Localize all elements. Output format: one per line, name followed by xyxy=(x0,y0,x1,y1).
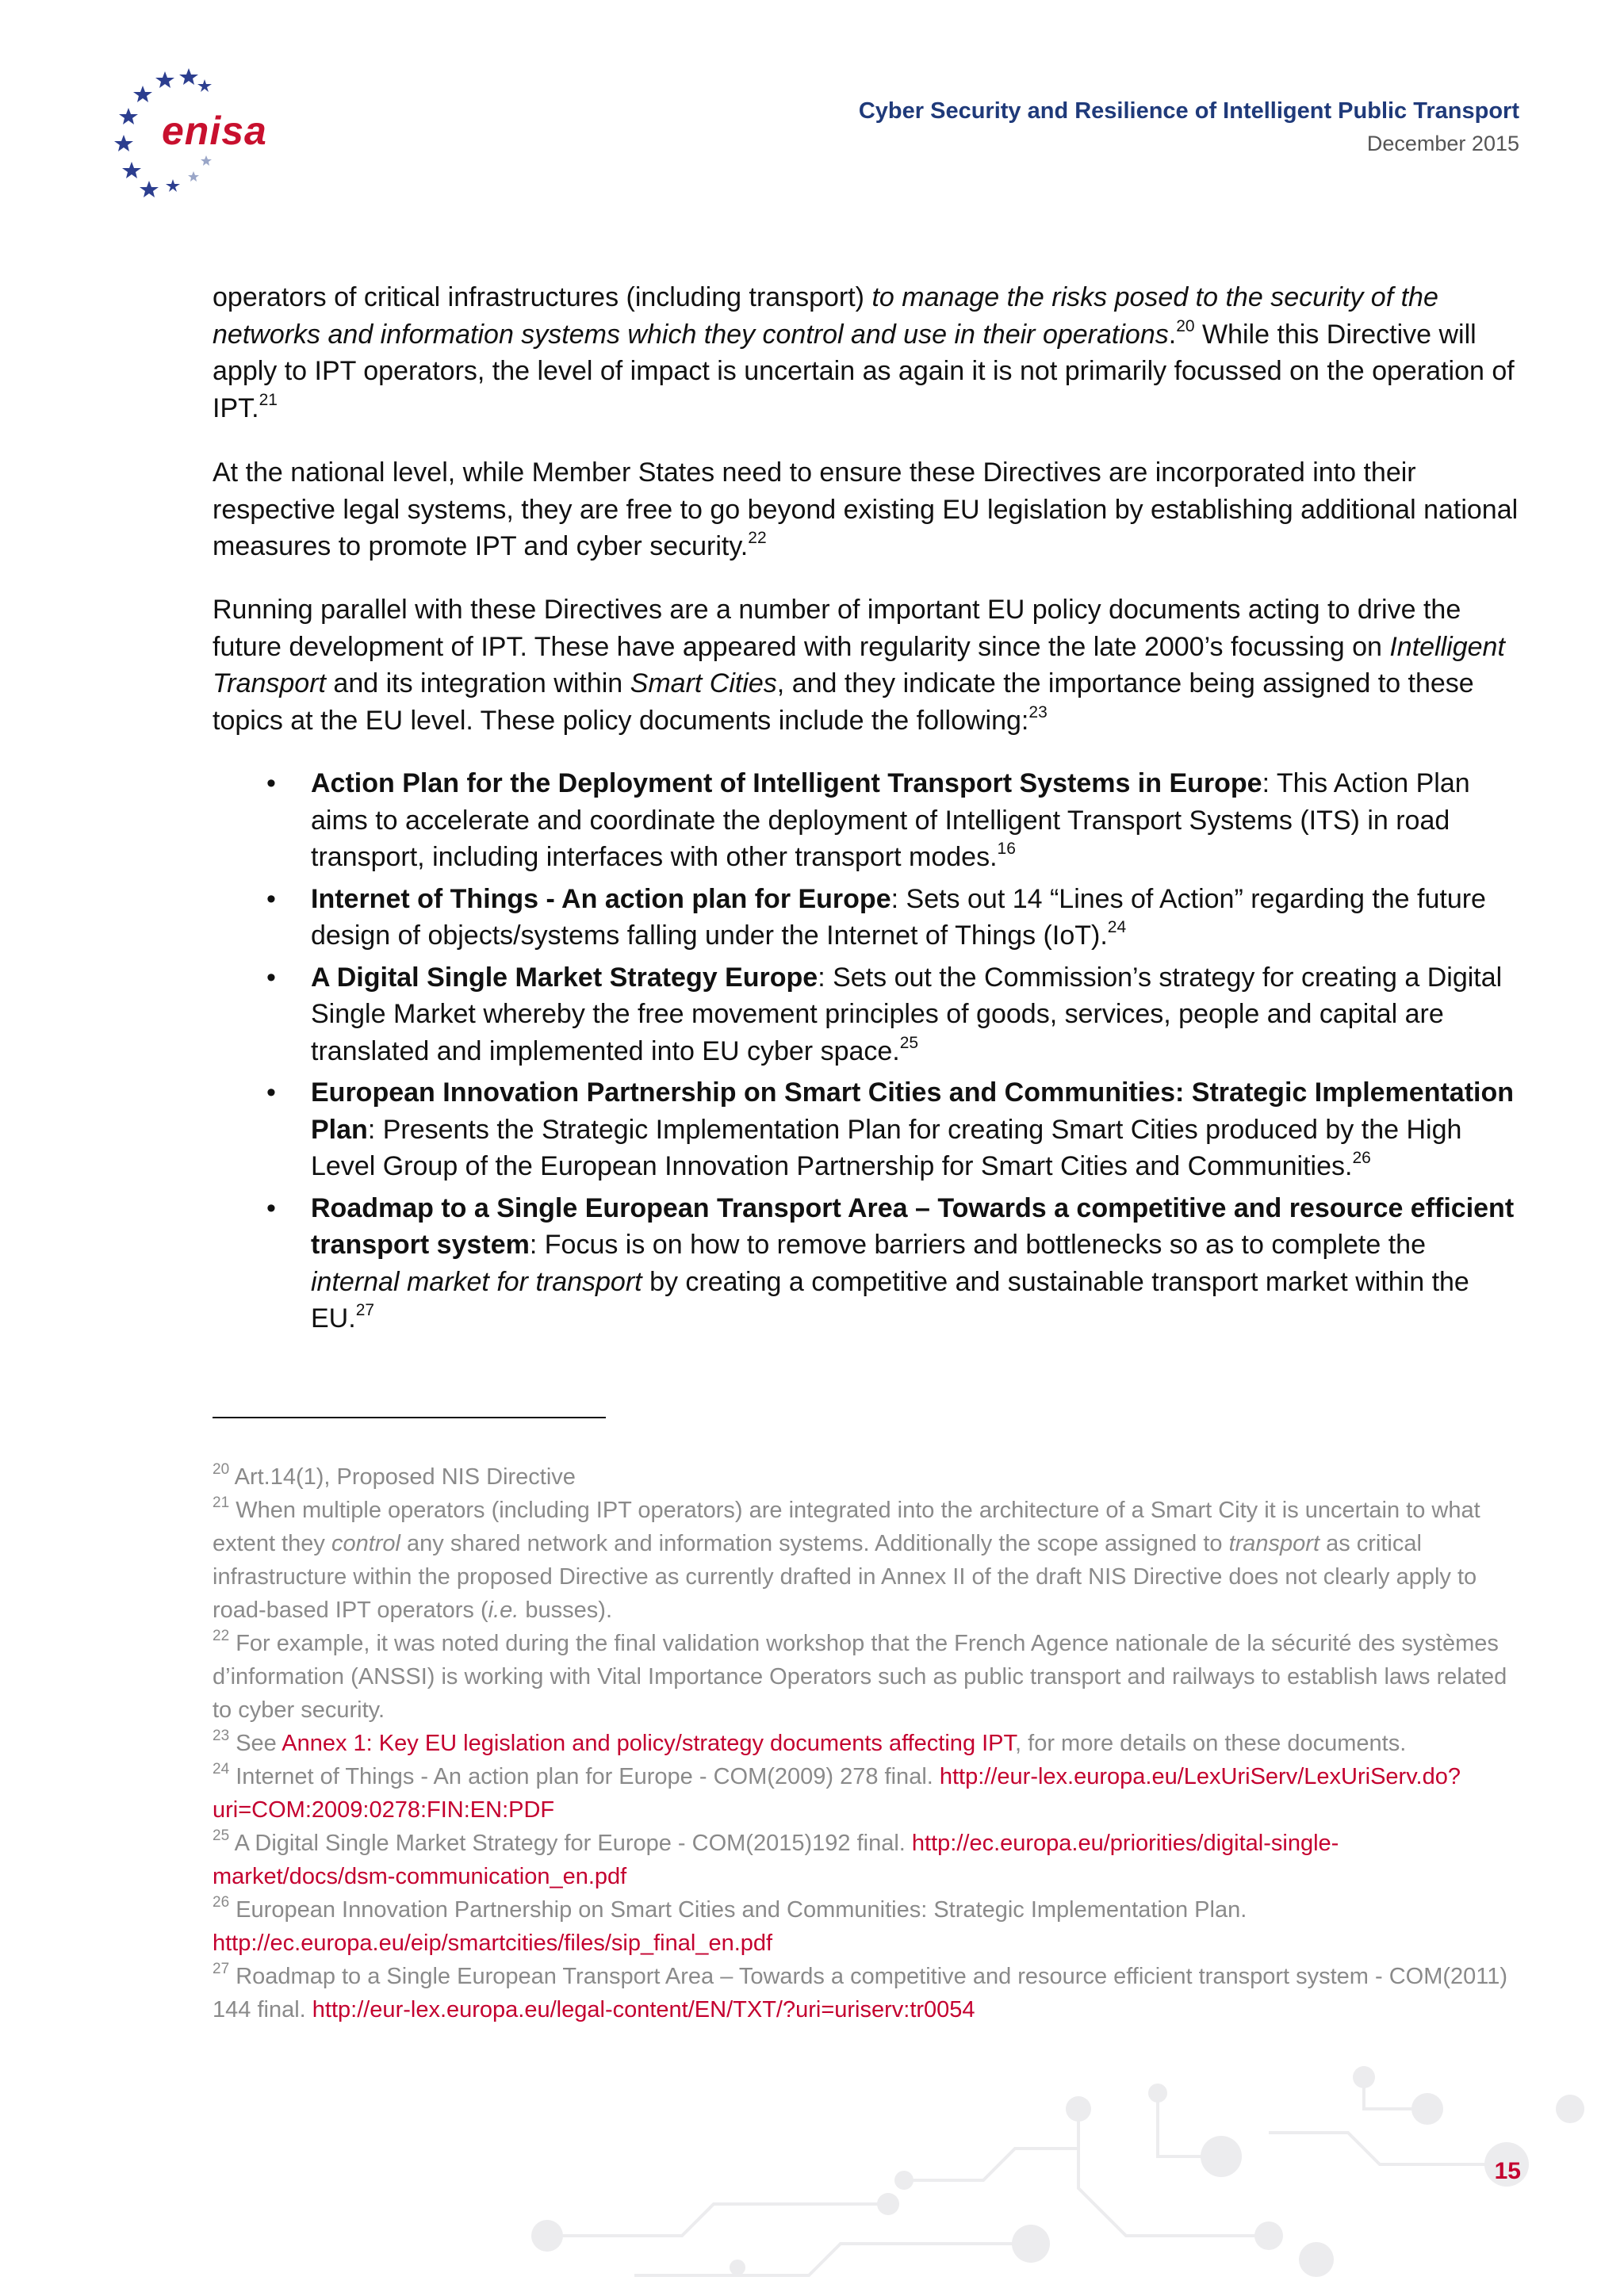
footnote-24 xyxy=(213,1760,1513,1827)
list-item xyxy=(213,959,1521,1070)
footnote-text: Art.14(1), Proposed NIS Directive xyxy=(234,1464,576,1490)
footnote-ref-23[interactable]: 23 xyxy=(1028,702,1048,721)
list-item-title: Internet of Things - An action plan for Europe xyxy=(311,883,891,914)
p1-text-c: . xyxy=(1168,319,1177,350)
list-item xyxy=(213,881,1521,955)
list-item-text: : Presents the Strategic Implementation Plan for creating Smart Cities produced by the High Level Group of the European Innovation Partnership for Smart Cities and Communities. xyxy=(311,1114,1462,1181)
footnote-text: European Innovation Partnership on Smart Cities and Communities: Strategic Implementation Plan. xyxy=(236,1897,1247,1923)
footnote-number: 20 xyxy=(213,1461,230,1478)
footnote-ref-26[interactable]: 26 xyxy=(1352,1149,1371,1167)
footnote-26-link[interactable]: http://ec.europa.eu/eip/smartcities/files/sip_final_en.pdf xyxy=(213,1931,773,1956)
enisa-logo xyxy=(111,62,270,205)
footnote-text: See xyxy=(236,1731,282,1756)
footnote-italic: i.e. xyxy=(488,1598,519,1623)
p1-text-d: While this Directive will apply to IPT operators, the level of impact is uncertain as again it is not primarily focussed on the operation of IPT. xyxy=(213,319,1515,423)
footnote-22 xyxy=(213,1627,1513,1727)
footnote-italic: transport xyxy=(1228,1531,1320,1556)
policy-documents-list xyxy=(213,765,1521,1342)
list-item-text: : Sets out 14 “Lines of Action” regarding the future design of objects/systems falling under the Internet of Things (IoT). xyxy=(311,883,1486,951)
footnote-number: 25 xyxy=(213,1827,230,1844)
footnote-number: 21 xyxy=(213,1494,230,1511)
p3-italic-smart-cities: Smart Cities xyxy=(630,668,777,698)
footnote-italic: control xyxy=(331,1531,400,1556)
footnote-24-link[interactable]: http://eur-lex.europa.eu/LexUriServ/LexUriServ.do?uri=COM:2009:0278:FIN:EN:PDF xyxy=(213,1764,1461,1823)
list-item-text: : Focus is on how to remove barriers and bottlenecks so as to complete the xyxy=(529,1230,1426,1260)
footnote-text: , for more details on these documents. xyxy=(1015,1731,1407,1756)
footnote-25 xyxy=(213,1827,1513,1893)
footnote-20 xyxy=(213,1460,1513,1494)
footnote-ref-24[interactable]: 24 xyxy=(1107,918,1127,936)
list-item xyxy=(213,1190,1521,1337)
footnote-27-link[interactable]: http://eur-lex.europa.eu/legal-content/EN/TXT/?uri=uriserv:tr0054 xyxy=(312,1997,975,2022)
footnote-text: Roadmap to a Single European Transport Area – Towards a competitive and resource efficient transport system - COM(2011) 144 final. xyxy=(213,1964,1508,2022)
p3-text-e: , and they indicate the importance being assigned to these topics at the EU level. These policy documents include the following: xyxy=(213,668,1474,736)
footnote-ref-20[interactable]: 20 xyxy=(1176,316,1195,335)
footnote-ref-27[interactable]: 27 xyxy=(355,1301,375,1319)
circuit-decoration-icon xyxy=(476,2061,1618,2296)
list-item xyxy=(213,1074,1521,1185)
p1-italic: to manage the risks posed to the security of the networks and information systems which they control and use in their operations xyxy=(213,282,1438,350)
footnote-text: any shared network and information systems. Additionally the scope assigned to xyxy=(400,1531,1229,1556)
bullet-icon: • xyxy=(266,1192,276,1223)
footnote-23 xyxy=(213,1727,1513,1760)
footnote-26 xyxy=(213,1893,1513,1960)
bullet-icon: • xyxy=(266,768,276,798)
footnote-ref-21[interactable]: 21 xyxy=(259,390,278,409)
bullet-icon: • xyxy=(266,883,276,914)
footnote-text: busses). xyxy=(519,1598,613,1623)
annex-1-link[interactable]: Annex 1: Key EU legislation and policy/strategy documents affecting IPT xyxy=(282,1731,1016,1756)
footnote-text: Internet of Things - An action plan for Europe - COM(2009) 278 final. xyxy=(236,1764,940,1789)
bullet-icon: • xyxy=(266,962,276,993)
page-number: 15 xyxy=(1494,2158,1521,2184)
list-item-text-b: by creating a competitive and sustainable transport market within the EU. xyxy=(311,1266,1469,1334)
footnote-number: 23 xyxy=(213,1728,230,1744)
footnote-separator xyxy=(213,1417,606,1418)
footnote-number: 22 xyxy=(213,1628,230,1644)
footnote-25-link[interactable]: http://ec.europa.eu/priorities/digital-single-market/docs/dsm-communication_en.pdf xyxy=(213,1831,1339,1889)
p3-text-a: Running parallel with these Directives are a number of important EU policy documents acting to drive the future development of IPT. These have appeared with regularity since the late 2000’s focussing on xyxy=(213,595,1461,662)
list-item-text: : This Action Plan aims to accelerate and coordinate the deployment of Intelligent Transport Systems (ITS) in road transport, including interfaces with other transport modes. xyxy=(311,768,1470,872)
list-item-title: European Innovation Partnership on Smart Cities and Communities: Strategic Implementation Plan xyxy=(311,1077,1515,1145)
footnote-27 xyxy=(213,1960,1513,2026)
p3-text-c: and its integration within xyxy=(325,668,630,698)
footnote-ref-25[interactable]: 25 xyxy=(899,1033,919,1052)
document-title: Cyber Security and Resilience of Intelligent Public Transport xyxy=(858,98,1519,124)
footnote-text: as critical infrastructure within the proposed Directive as currently drafted in Annex II of the draft NIS Directive does not clearly apply to road-based IPT operators ( xyxy=(213,1531,1477,1623)
p3-italic-intelligent-transport: Intelligent Transport xyxy=(213,631,1505,698)
logo-wordmark: enisa xyxy=(162,109,267,153)
list-item-text: : Sets out the Commission’s strategy for creating a Digital Single Market whereby the free movement principles of goods, services, people and capital are translated and implemented into EU cyber space. xyxy=(311,962,1503,1066)
footnote-ref-16[interactable]: 16 xyxy=(997,840,1016,858)
list-item xyxy=(213,765,1521,876)
footnote-text: A Digital Single Market Strategy for Europe - COM(2015)192 final. xyxy=(234,1831,912,1856)
list-item-title: A Digital Single Market Strategy Europe xyxy=(311,962,818,993)
footnote-number: 26 xyxy=(213,1894,230,1911)
footnote-text: For example, it was noted during the final validation workshop that the French Agence nationale de la sécurité des systèmes d’information (ANSSI) is working with Vital Importance Operators such as public transport and railways to establish laws related to cyber security. xyxy=(213,1631,1507,1723)
footnotes xyxy=(213,1460,1513,2026)
paragraph-1 xyxy=(213,279,1521,427)
footnote-number: 27 xyxy=(213,1961,230,1977)
bullet-icon: • xyxy=(266,1077,276,1108)
list-item-title: Action Plan for the Deployment of Intelligent Transport Systems in Europe xyxy=(311,768,1262,798)
list-item-italic: internal market for transport xyxy=(311,1266,642,1297)
footnote-21 xyxy=(213,1494,1513,1627)
document-date: December 2015 xyxy=(1366,132,1519,155)
paragraph-3 xyxy=(213,591,1521,739)
footnote-text: When multiple operators (including IPT operators) are integrated into the architecture of a Smart City it is uncertain to what extent they xyxy=(213,1498,1480,1556)
list-item-title: Roadmap to a Single European Transport Area – Towards a competitive and resource efficient transport system xyxy=(311,1192,1515,1260)
p1-text-a: operators of critical infrastructures (including transport) xyxy=(213,282,872,312)
footnote-ref-22[interactable]: 22 xyxy=(748,529,767,547)
footnote-number: 24 xyxy=(213,1761,230,1777)
paragraph-2 xyxy=(213,454,1521,565)
p2-text: At the national level, while Member States need to ensure these Directives are incorporated into their respective legal systems, they are free to go beyond existing EU legislation by establishing additional national measures to promote IPT and cyber security. xyxy=(213,457,1519,561)
